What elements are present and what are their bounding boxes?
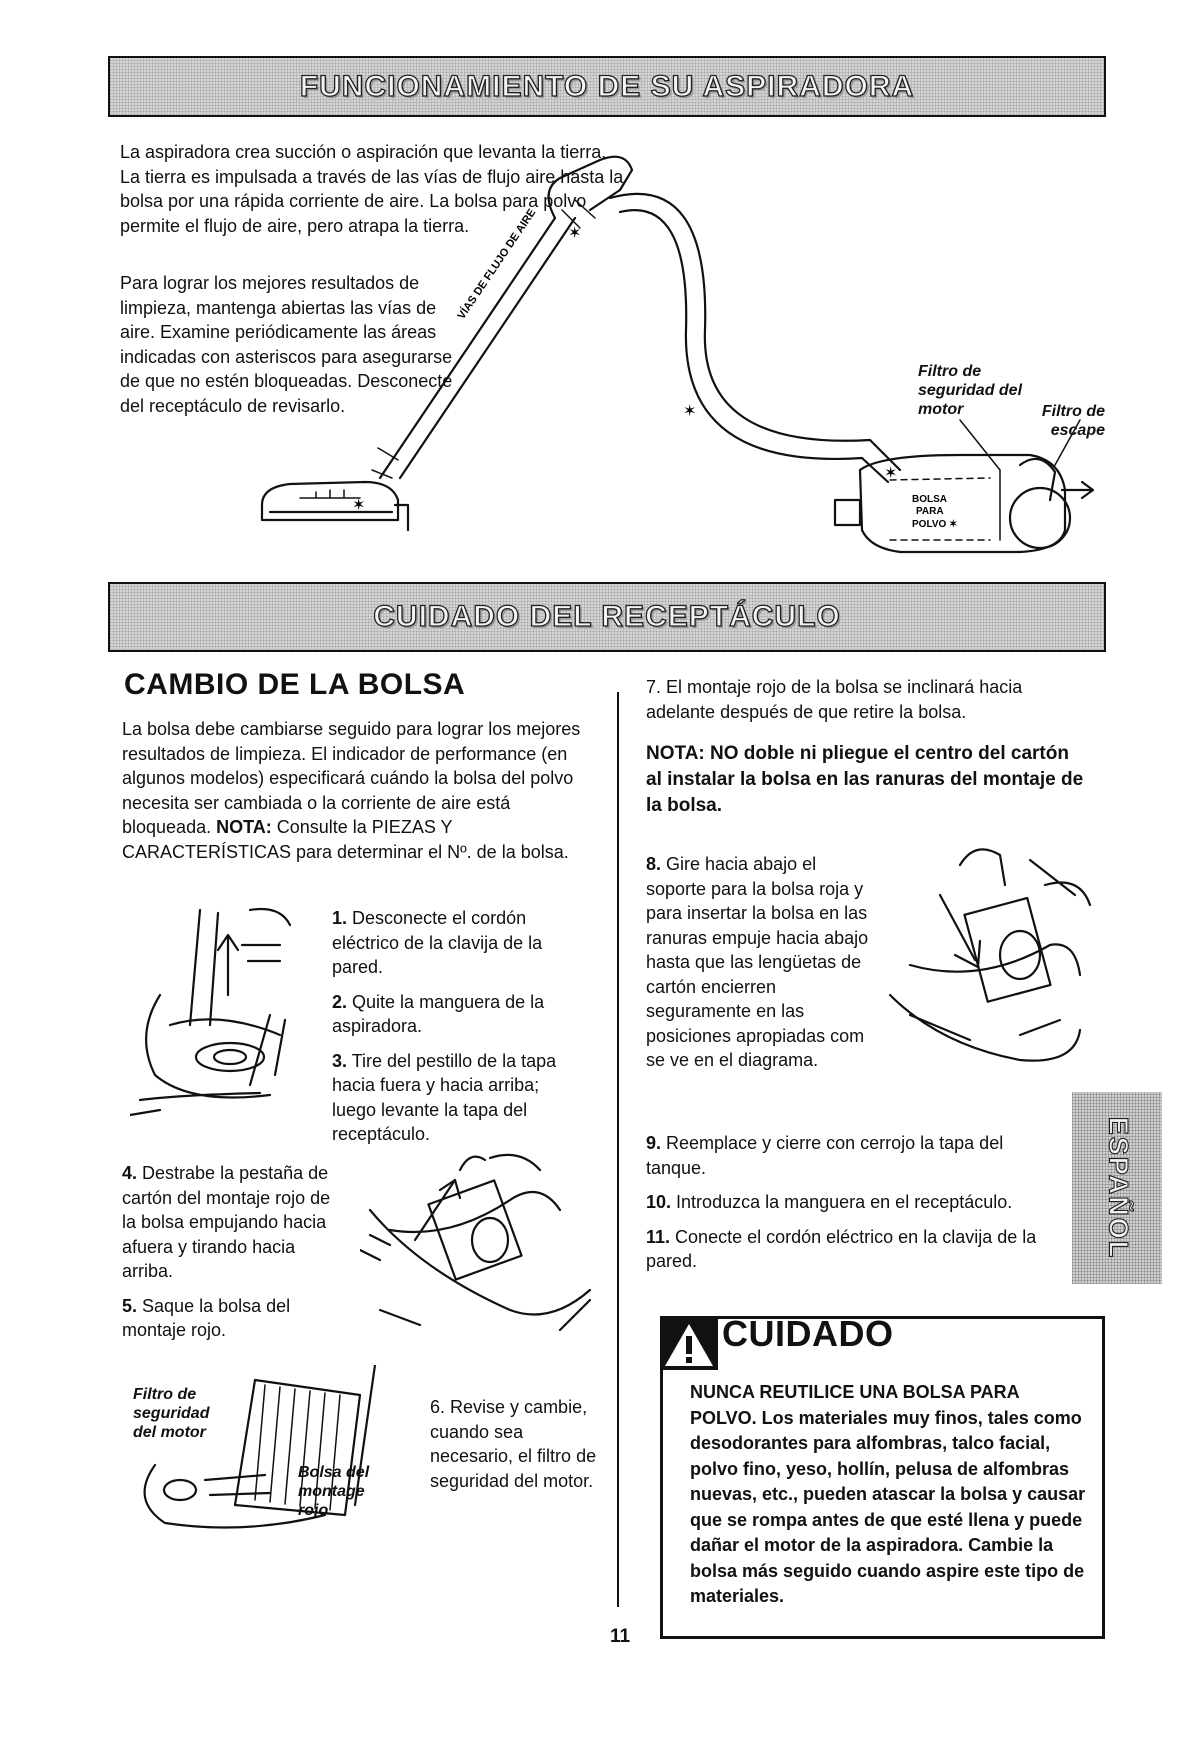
illustration-bag-insert	[880, 845, 1100, 1075]
step-8: 8. Gire hacia abajo el soporte para la bolsa roja y para insertar la bolsa en las ranuras empuje hacia abajo hasta que las lengüetas de cartón encierren seguramente en las posiciones apropiadas com se ve en el diagrama.	[646, 854, 869, 1070]
steps-4-5	[122, 1161, 344, 1353]
warning-triangle-icon	[660, 1318, 718, 1370]
step-6: 6. Revise y cambie, cuando sea necesario, el filtro de seguridad del motor.	[430, 1397, 597, 1491]
red-mount-text: Bolsa del montage rojo	[298, 1464, 370, 1519]
column-divider	[617, 692, 619, 1607]
illustration-unlatch	[130, 905, 330, 1125]
step-7-block	[646, 675, 1076, 734]
steps-1-3	[332, 906, 582, 1157]
step-7: 7. El montaje rojo de la bolsa se inclinará hacia adelante después de que retire la bolsa.	[646, 677, 1023, 722]
section-intro-a: La bolsa debe cambiarse seguido para lograr los mejores resultados de limpieza. El indicador de performance (en algunos modelos) especificará cuándo la bolsa del polvo necesita ser cambiada o la corriente de aire está bloqueada.	[122, 719, 581, 837]
intro-p2	[120, 271, 465, 428]
red-mount-label	[298, 1463, 390, 1520]
step-8-block	[646, 852, 878, 1083]
step-2: 2. Quite la manguera de la aspiradora.	[332, 991, 545, 1036]
section-intro-nota: NOTA:	[216, 817, 272, 837]
banner-funcionamiento	[108, 56, 1106, 117]
motor-filter-label	[918, 362, 1038, 419]
airflow-label: VÍAS DE FLUJO DE AIRE	[455, 206, 539, 322]
exhaust-filter-text: Filtro de escape	[1041, 403, 1105, 439]
svg-text:✶: ✶	[568, 223, 582, 242]
vacuum-hose	[610, 194, 900, 482]
step-4: 4. Destrabe la pestaña de cartón del montaje rojo de la bolsa empujando hacia afuera y tirando hacia arriba.	[122, 1163, 331, 1281]
bag-label-3: POLVO ✶	[912, 519, 958, 530]
step-5: 5. Saque la bolsa del montaje rojo.	[122, 1295, 291, 1340]
bag-label-2: PARA	[916, 506, 944, 517]
step-9: 9. Reemplace y cierre con cerrojo la tapa del tanque.	[646, 1133, 1004, 1178]
step-1: 1. Desconecte el cordón eléctrico de la clavija de la pared.	[332, 908, 543, 977]
svg-text:✶: ✶	[352, 495, 366, 514]
filter-motor-label	[133, 1385, 233, 1442]
caution-left-border	[660, 1357, 663, 1636]
step-3: 3. Tire del pestillo de la tapa hacia fuera y hacia arriba; luego levante la tapa del receptáculo.	[332, 1050, 557, 1144]
exhaust-filter-label	[1025, 402, 1105, 440]
language-tab	[1072, 1092, 1162, 1284]
bag-label-1: BOLSA	[912, 494, 947, 505]
caution-title: CUIDADO	[722, 1313, 894, 1354]
section-title: CAMBIO DE LA BOLSA	[124, 668, 466, 701]
banner-title: FUNCIONAMIENTO DE SU ASPIRADORA	[299, 69, 915, 103]
step-6-block	[430, 1395, 600, 1503]
banner-cuidado-receptaculo	[108, 582, 1106, 652]
note-block: NOTA: NO doble ni pliegue el centro del cartón al instalar la bolsa en las ranuras del montaje de la bolsa.	[646, 743, 1084, 816]
caution-text: NUNCA REUTILICE UNA BOLSA PARA POLVO. Los materiales muy finos, tales como desodorantes para alfombras, talco facial, polvo fino, yeso, hollín, pelusa de alfombras nuevas, etc., pueden atascar la bolsa y causar que se rompa antes de que esté llena y puede dañar el motor de la aspiradora. Cambie la bolsa más seguido cuando aspire este tipo de materiales.	[690, 1382, 1086, 1606]
banner2-title: CUIDADO DEL RECEPTÁCULO	[373, 600, 841, 633]
illustration-bag-removal	[360, 1150, 600, 1340]
intro-p1	[120, 140, 630, 248]
filter-motor-text: Filtro de seguridad del motor	[133, 1386, 210, 1441]
step-11: 11. Conecte el cordón eléctrico en la clavija de la pared.	[646, 1226, 1037, 1271]
steps-9-11	[646, 1131, 1076, 1284]
intro-paragraph-2: Para lograr los mejores resultados de limpieza, mantenga abiertas las vías de aire. Examine periódicamente las áreas indicadas con asteriscos para asegurarse de que no estén bloqueadas. Desconecte del receptáculo de revisarlo.	[120, 273, 453, 416]
motor-filter-text: Filtro de seguridad del motor	[918, 363, 1023, 418]
section-intro-b: Consulte la PIEZAS Y CARACTERÍSTICAS para determinar el Nº. de la bolsa.	[122, 817, 569, 862]
step-10: 10. Introduzca la manguera en el receptáculo.	[646, 1192, 1013, 1212]
section-intro	[122, 717, 590, 864]
language-tab-label: ESPAÑOL	[1103, 1116, 1134, 1260]
svg-text:✶: ✶	[884, 463, 898, 482]
svg-text:✶: ✶	[683, 401, 697, 420]
page-number: 11	[610, 1626, 631, 1647]
intro-paragraph-1: La aspiradora crea succión o aspiración que levanta la tierra. La tierra es impulsada a través de las vías de flujo aire hasta la bolsa por una rápida corriente de aire. La bolsa para polvo permite el flujo de aire, pero atrapa la tierra.	[120, 142, 624, 236]
vacuum-nozzle	[262, 482, 408, 530]
